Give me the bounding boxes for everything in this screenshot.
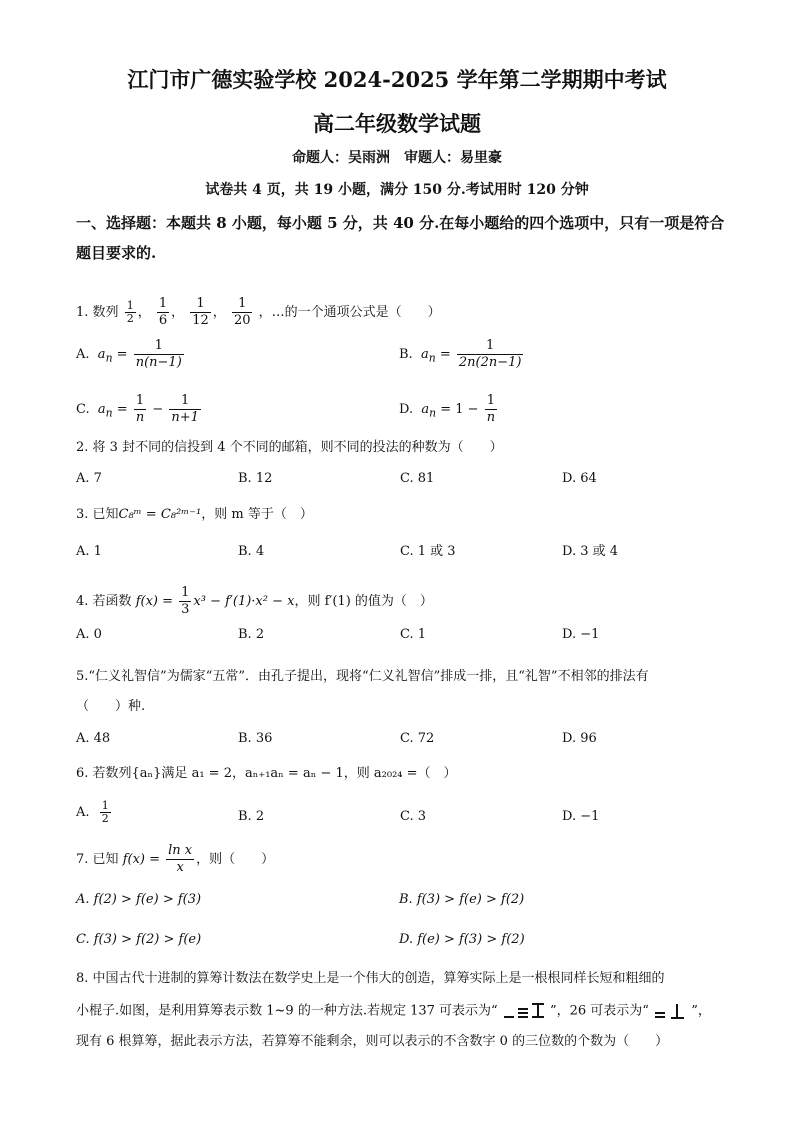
question-4: 4. 若函数 f(x) = $\frac{1}{3}$ x³ − f′(1)·x² − x，则 f′(1) 的值为（ ） bbox=[76, 585, 433, 617]
question-1: 1. 数列 $\frac{1}{2}$ ， $\frac{1}{6}$ ， $\frac{1}{12}$ ， $\frac{1}{20}$ ，…的一个通项公式是（ ） bbox=[76, 296, 441, 328]
question-2: 2. 将 3 封不同的信投到 4 个不同的邮箱，则不同的投法的种数为（ ） bbox=[76, 440, 503, 455]
q3-equation: C₈ᵐ = C₈²ᵐ⁻¹ bbox=[118, 507, 202, 522]
q4-option-d[interactable]: D. −1 bbox=[562, 627, 600, 642]
q7-option-d[interactable]: D. f(e) > f(3) > f(2) bbox=[399, 932, 525, 947]
exam-subtitle: 高二年级数学试题 bbox=[313, 111, 481, 136]
exam-title: 江门市广德实验学校 2024-2025 学年第二学期期中考试 bbox=[127, 67, 667, 92]
question-5-line2: （ ）种. bbox=[76, 699, 146, 714]
q5-option-c[interactable]: C. 72 bbox=[400, 731, 435, 746]
q4-option-b[interactable]: B. 2 bbox=[238, 627, 265, 642]
exam-info: 试卷共 4 页，共 19 小题，满分 150 分.考试用时 120 分钟 bbox=[205, 182, 589, 198]
question-8-line1: 8. 中国古代十进制的算筹计数法在数学史上是一个伟大的创造，算筹实际上是一根根同样长短和粗细的 bbox=[76, 971, 665, 986]
q1-suffix: ，…的一个通项公式是（ ） bbox=[258, 305, 441, 320]
q1-term-2: $\frac{1}{6}$ bbox=[158, 296, 168, 328]
q1-prefix: 1. 数列 bbox=[76, 305, 119, 320]
authors-line: 命题人：吴雨洲 审题人：易里豪 bbox=[292, 150, 502, 166]
q2-option-a[interactable]: A. 7 bbox=[76, 471, 102, 486]
q3-option-d[interactable]: D. 3 或 4 bbox=[562, 544, 619, 559]
q3-option-c[interactable]: C. 1 或 3 bbox=[400, 544, 456, 559]
question-6: 6. 若数列{aₙ}满足 a₁ = 2，aₙ₊₁aₙ = aₙ − 1，则 a₂₀₂₄ =（ ） bbox=[76, 766, 457, 781]
q6-option-d[interactable]: D. −1 bbox=[562, 809, 600, 824]
question-7: 7. 已知 f(x) = $\frac{\text{ln x}}{x}$ ，则（ ） bbox=[76, 843, 275, 875]
counting-rods-137-icon bbox=[502, 1002, 546, 1020]
q1-option-d[interactable]: D. $a_n = 1$ − $\frac{1}{n}$ bbox=[399, 393, 496, 425]
counting-rods-26-icon bbox=[653, 1002, 687, 1020]
q2-option-c[interactable]: C. 81 bbox=[400, 471, 435, 486]
q1-term-4: $\frac{1}{20}$ bbox=[233, 296, 251, 328]
q1-term-1: $\frac{1}{2}$ bbox=[126, 299, 134, 325]
question-8-line3: 现有 6 根算筹，据此表示方法，若算筹不能剩余，则可以表示的不含数字 0 的三位数的个数为（ ） bbox=[76, 1034, 669, 1049]
q5-option-b[interactable]: B. 36 bbox=[238, 731, 273, 746]
question-3: 3. 已知C₈ᵐ = C₈²ᵐ⁻¹，则 m 等于（ ） bbox=[76, 507, 313, 522]
q7-option-a[interactable]: A. f(2) > f(e) > f(3) bbox=[76, 892, 202, 907]
q4-option-a[interactable]: A. 0 bbox=[76, 627, 102, 642]
question-8-line2: 小棍子.如图，是利用算筹表示数 1~9 的一种方法.若规定 137 可表示为“ ”，26 可表示为“ ”， bbox=[76, 1003, 711, 1019]
q5-option-a[interactable]: A. 48 bbox=[76, 731, 111, 746]
q3-option-b[interactable]: B. 4 bbox=[238, 544, 265, 559]
q2-option-b[interactable]: B. 12 bbox=[238, 471, 273, 486]
q1-term-3: $\frac{1}{12}$ bbox=[192, 296, 209, 328]
q2-option-d[interactable]: D. 64 bbox=[562, 471, 597, 486]
q6-option-c[interactable]: C. 3 bbox=[400, 809, 427, 824]
q6-option-b[interactable]: B. 2 bbox=[238, 809, 265, 824]
section-heading-choice: 一、选择题：本题共 8 小题，每小题 5 分，共 40 分.在每小题给的四个选项中，只有一项是符合题目要求的. bbox=[76, 214, 725, 262]
q1-option-c[interactable]: C. $a_n$ = $\frac{1}{n}$ − $\frac{1}{n+1}$ bbox=[76, 393, 199, 425]
q4-option-c[interactable]: C. 1 bbox=[400, 627, 427, 642]
question-5-line1: 5.“仁义礼智信”为儒家“五常”．由孔子提出，现将“仁义礼智信”排成一排，且“礼智”不相邻的排法有 bbox=[76, 669, 649, 684]
q7-option-c[interactable]: C. f(3) > f(2) > f(e) bbox=[76, 932, 202, 947]
q7-option-b[interactable]: B. f(3) > f(e) > f(2) bbox=[399, 892, 525, 907]
q3-option-a[interactable]: A. 1 bbox=[76, 544, 102, 559]
q1-option-a[interactable]: A. $a_n$ = $\frac{1}{n(n-1)}$ bbox=[76, 338, 182, 370]
q5-option-d[interactable]: D. 96 bbox=[562, 731, 597, 746]
q1-option-b[interactable]: B. $a_n$ = $\frac{1}{2n(2n-1)}$ bbox=[399, 338, 522, 370]
q6-option-a[interactable]: A. $\frac{1}{2}$ bbox=[76, 799, 109, 825]
